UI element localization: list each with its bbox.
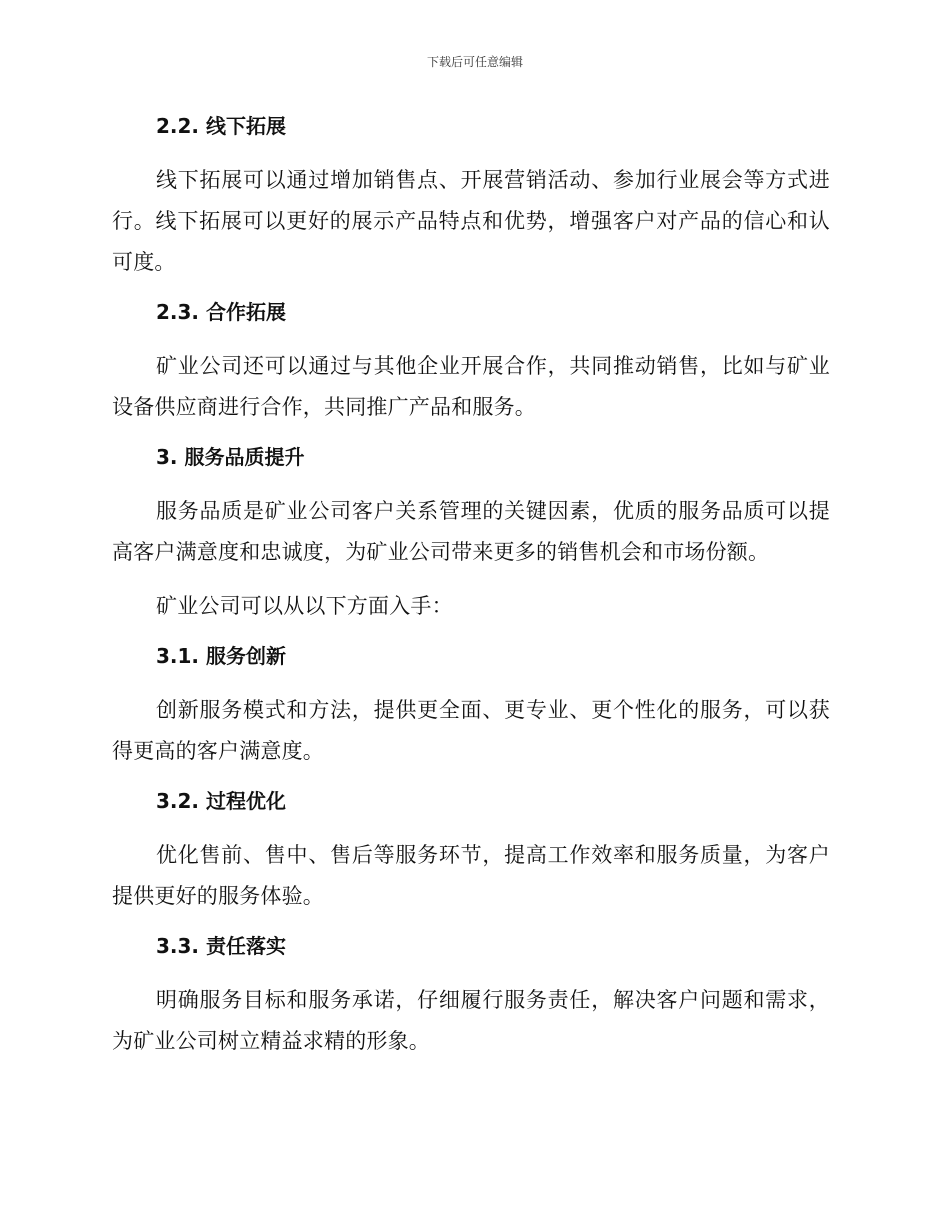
section-heading-3-2: 3.2. 过程优化 [156, 789, 286, 813]
paragraph: 服务品质是矿业公司客户关系管理的关键因素，优质的服务品质可以提高客户满意度和忠诚度，为矿业公司带来更多的销售机会和市场份额。 [112, 499, 830, 564]
paragraph: 优化售前、售中、售后等服务环节，提高工作效率和服务质量，为客户提供更好的服务体验。 [112, 843, 830, 908]
section-heading-2-2: 2.2. 线下拓展 [156, 114, 286, 138]
paragraph: 创新服务模式和方法，提供更全面、更专业、更个性化的服务，可以获得更高的客户满意度。 [112, 698, 830, 763]
document-body [112, 110, 830, 1075]
paragraph: 矿业公司可以从以下方面入手： [156, 594, 453, 618]
section-heading-3-1: 3.1. 服务创新 [156, 644, 286, 668]
paragraph: 线下拓展可以通过增加销售点、开展营销活动、参加行业展会等方式进行。线下拓展可以更好的展示产品特点和优势，增强客户对产品的信心和认可度。 [112, 168, 830, 274]
page-header: 下载后可任意编辑 [426, 55, 523, 69]
section-heading-2-3: 2.3. 合作拓展 [156, 300, 286, 324]
paragraph: 明确服务目标和服务承诺，仔细履行服务责任，解决客户问题和需求，为矿业公司树立精益求精的形象。 [112, 988, 830, 1053]
paragraph: 矿业公司还可以通过与其他企业开展合作，共同推动销售，比如与矿业设备供应商进行合作，共同推广产品和服务。 [112, 354, 830, 419]
section-heading-3-3: 3.3. 责任落实 [156, 934, 286, 958]
section-heading-3: 3. 服务品质提升 [156, 445, 305, 469]
